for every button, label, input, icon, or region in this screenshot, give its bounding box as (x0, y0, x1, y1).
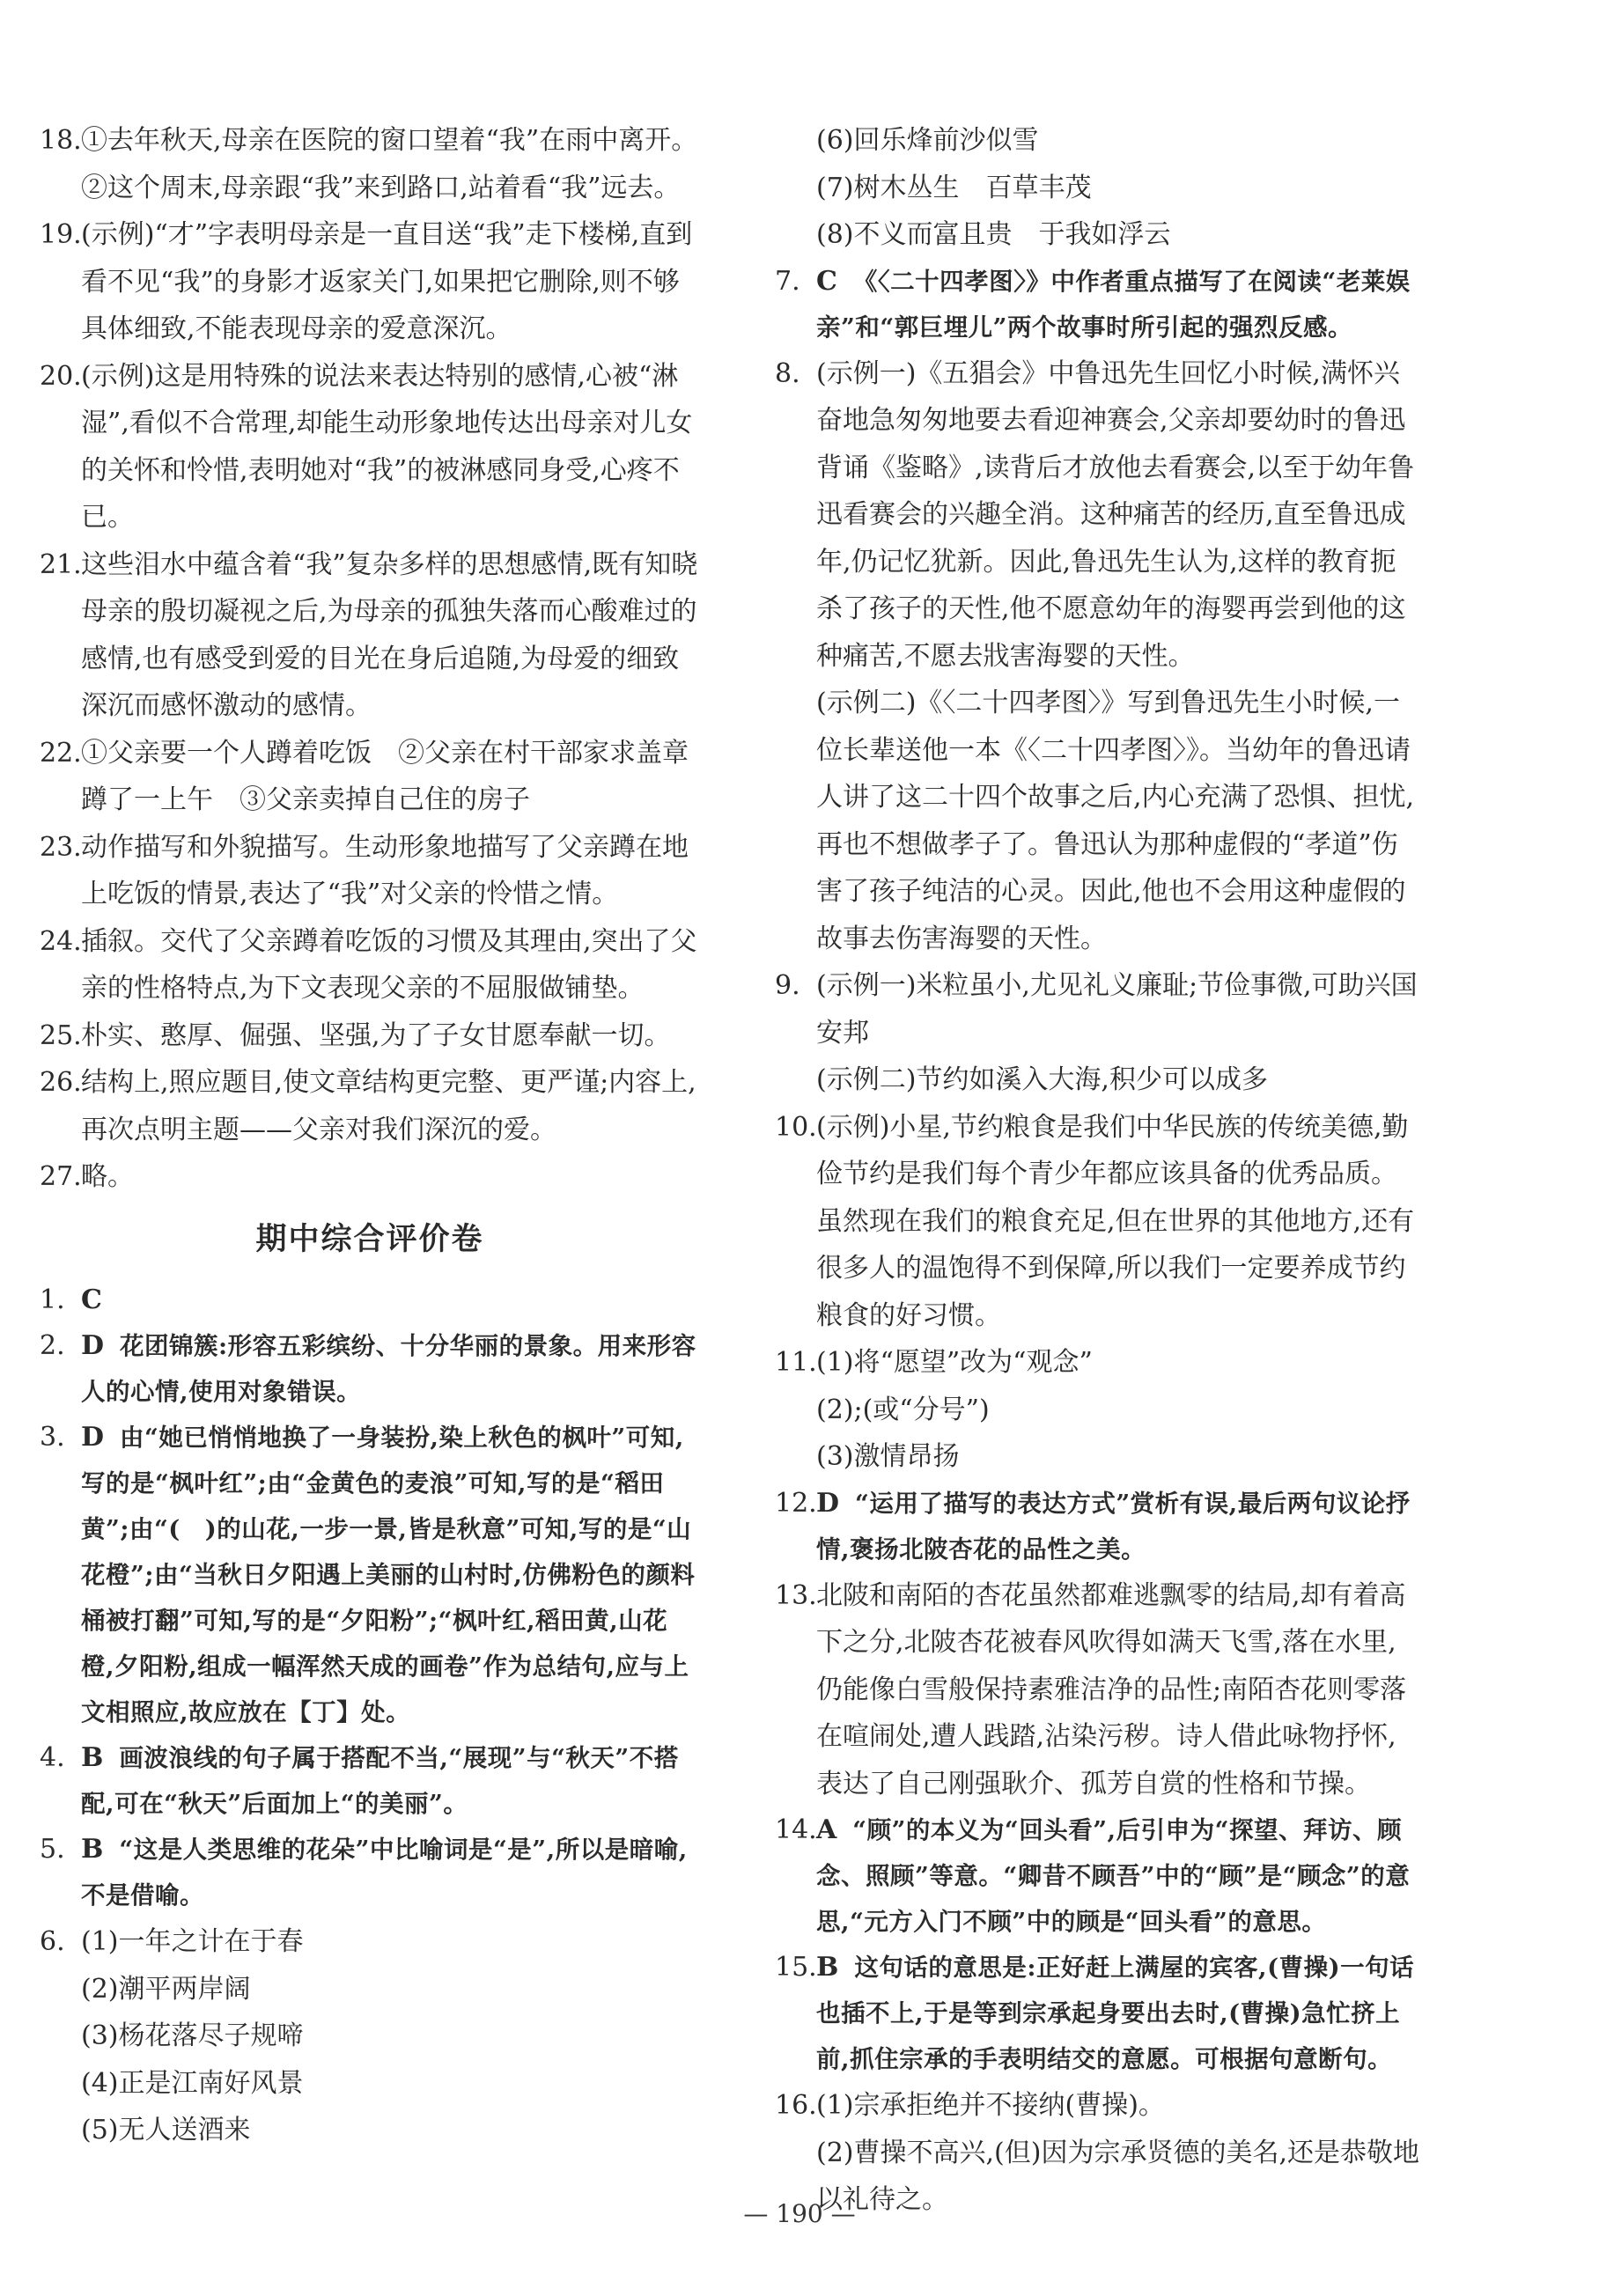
answer-item (40, 1415, 700, 1735)
answer-letter: D (81, 1330, 105, 1361)
item-text: “运用了描写的表达方式”赏析有误,最后两句议论抒情,褒扬北陂杏花的品性之美。 (816, 1489, 1411, 1564)
answer-letter: D (81, 1422, 105, 1453)
item-text: (示例)这是用特殊的说法来表达特别的感情,心被“淋湿”,看似不合常理,却能生动形象地传达出母亲对儿女的关怀和怜惜,表明她对“我”的被淋感同身受,心疼不已。 (81, 360, 693, 533)
item-number: 25. (40, 1019, 82, 1051)
section-title: 期中综合评价卷 (255, 1221, 484, 1257)
item-number: 9. (775, 970, 800, 1001)
item-line: ①父亲要一个人蹲着吃饭 ②父亲在村干部家求盖章 (81, 737, 689, 769)
item-text: 画波浪线的句子属于搭配不当,“展现”与“秋天”不搭配,可在“秋天”后面加上“的美丽”。 (81, 1744, 679, 1818)
left-answers-part2 (40, 1277, 700, 2154)
answer-item (775, 1807, 1422, 1945)
item-number: 15. (775, 1952, 817, 1983)
answer-item (775, 1572, 1422, 1808)
answer-letter: A (816, 1814, 837, 1845)
answer-item (40, 1827, 700, 1918)
answer-item (40, 1918, 700, 2154)
item-text: 这些泪水中蕴含着“我”复杂多样的思想感情,既有知晓母亲的殷切凝视之后,为母亲的孤独失落而心酸难过的感情,也有感受到爱的目光在身后追随,为母爱的细致深沉而感怀激动的感情。 (81, 548, 698, 721)
item-text: “这是人类思维的花朵”中比喻词是“是”,所以是暗喻,不是借喻。 (81, 1836, 688, 1910)
item-text: (示例一)《五猖会》中鲁迅先生回忆小时候,满怀兴奋地急匆匆地要去看迎神赛会,父亲却要幼时的鲁迅背诵《鉴略》,读背后才放他去看赛会,以至于幼年鲁迅看赛会的兴趣全消。这种痛苦的经历,直至鲁迅成年,仍记忆犹新。因此,鲁迅先生认为,这样的教育扼杀了孩子的天性,他不愿意幼年的海婴再尝到他的这种痛苦,不愿去戕害海婴的天性。 (816, 357, 1415, 672)
item-number: 2. (40, 1330, 65, 1361)
item-text: 朴实、憨厚、倔强、坚强,为了子女甘愿奉献一切。 (81, 1019, 671, 1051)
answer-letter: B (81, 1834, 104, 1865)
item-number: 5. (40, 1834, 65, 1865)
answer-item (40, 1277, 700, 1324)
item-line: ①去年秋天,母亲在医院的窗口望着“我”在雨中离开。 (81, 125, 698, 156)
answer-item (775, 1481, 1422, 1572)
item-number: 19. (40, 219, 82, 250)
answer-item (40, 1059, 700, 1153)
answer-item (40, 1153, 700, 1201)
item-number: 4. (40, 1742, 65, 1773)
item-text: 动作描写和外貌描写。生动形象地描写了父亲蹲在地上吃饭的情景,表达了“我”对父亲的怜惜之情。 (81, 831, 689, 909)
answer-letter: B (81, 1742, 104, 1773)
right-column (775, 117, 1422, 2224)
item-text: 《〈二十四孝图〉》中作者重点描写了在阅读“老莱娱亲”和“郭巨埋儿”两个故事时所引起的强烈反感。 (816, 267, 1411, 342)
sub-answer: (4)正是江南好风景 (81, 2067, 304, 2099)
item-text: 由“她已悄悄地换了一身装扮,染上秋色的枫叶”可知,写的是“枫叶红”;由“金黄色的麦浪”可知,写的是“稻田黄”;由“( )的山花,一步一景,皆是秋意”可知,写的是“山花橙”;由“当秋日夕阳遇上美丽的山村时,仿佛粉色的颜料桶被打翻”可知,写的是“夕阳粉”;“枫叶红,稻田黄,山花橙,夕阳粉,组成一幅浑然天成的画卷”作为总结句,应与上文相照应,故应放在【丁】处。 (81, 1424, 696, 1726)
continued-subs (775, 117, 1422, 259)
left-answers-part1 (40, 117, 700, 1201)
item-text: 插叙。交代了父亲蹲着吃饭的习惯及其理由,突出了父亲的性格特点,为下文表现父亲的不屈服做铺垫。 (81, 925, 697, 1004)
item-number: 23. (40, 831, 82, 863)
item-number: 20. (40, 360, 82, 392)
item-number: 21. (40, 548, 82, 580)
sub-answer: (6)回乐烽前沙似雪 (816, 125, 1039, 156)
item-number: 7. (775, 265, 800, 297)
sub-answer: (2)潮平两岸阔 (81, 1973, 251, 2005)
item-number: 26. (40, 1067, 82, 1098)
item-number: 3. (40, 1422, 65, 1453)
answer-item (775, 1104, 1422, 1340)
item-text: 花团锦簇:形容五彩缤纷、十分华丽的景象。用来形容人的心情,使用对象错误。 (81, 1332, 696, 1406)
item-number: 18. (40, 125, 82, 156)
answer-item (775, 350, 1422, 963)
answer-item (775, 1945, 1422, 2082)
answer-letter: C (816, 265, 837, 297)
item-number: 10. (775, 1111, 817, 1143)
answer-letter: B (816, 1952, 839, 1983)
answer-item (40, 824, 700, 918)
item-line: 蹲了一上午 ③父亲卖掉自己住的房子 (81, 784, 530, 815)
sub-answer: (2)曹操不高兴,(但)因为宗承贤德的美名,还是恭敬地以礼待之。 (816, 2137, 1419, 2215)
item-text: 结构上,照应题目,使文章结构更完整、更严谨;内容上,再次点明主题——父亲对我们深沉的爱。 (81, 1067, 696, 1145)
item-extra: (示例二)《〈二十四孝图〉》写到鲁迅先生小时候,一位长辈送他一本《〈二十四孝图〉》。当幼年的鲁迅请人讲了这二十四个故事之后,内心充满了恐惧、担忧,再也不想做孝子了。鲁迅认为那种虚假的“孝道”伤害了孩子纯洁的心灵。因此,他也不会用这种虚假的故事去伤害海婴的天性。 (816, 688, 1415, 954)
item-number: 8. (775, 357, 800, 389)
item-text: (示例一)米粒虽小,尤见礼义廉耻;节俭事微,可助兴国安邦 (816, 970, 1418, 1049)
sub-answer: (3)激情昂扬 (816, 1441, 960, 1472)
sub-answer: (3)杨花落尽子规啼 (81, 2020, 304, 2051)
item-number: 1. (40, 1284, 65, 1315)
answer-item (40, 117, 700, 211)
answer-item (40, 1012, 700, 1060)
item-number: 27. (40, 1161, 82, 1192)
answer-item (775, 259, 1422, 350)
answer-item (40, 918, 700, 1012)
sub-answer: (7)树木丛生 百草丰茂 (816, 172, 1092, 203)
page-number: — 190 — (743, 2199, 856, 2228)
answer-item (40, 730, 700, 824)
answer-item (40, 1323, 700, 1415)
answer-letter: D (816, 1487, 840, 1519)
item-number: 13. (775, 1579, 817, 1611)
answer-item (775, 1339, 1422, 1481)
item-text: 北陂和南陌的杏花虽然都难逃飘零的结局,却有着高下之分,北陂杏花被春风吹得如满天飞雪,落在水里,仍能像白雪般保持素雅洁净的品性;南陌杏花则零落在喧闹处,遭人践踏,沾染污秽。诗人借此咏物抒怀,表达了自己刚强耿介、孤芳自赏的性格和节操。 (816, 1579, 1407, 1799)
answer-letter: C (81, 1284, 102, 1315)
item-number: 16. (775, 2090, 817, 2121)
answer-item (40, 541, 700, 730)
item-number: 24. (40, 925, 82, 957)
answer-item (40, 353, 700, 541)
item-text: (示例)小星,节约粮食是我们中华民族的传统美德,勤俭节约是我们每个青少年都应该具备的优秀品质。虽然现在我们的粮食充足,但在世界的其他地方,还有很多人的温饱得不到保障,所以我们一定要养成节约粮食的好习惯。 (816, 1111, 1415, 1331)
item-number: 6. (40, 1926, 65, 1957)
item-number: 11. (775, 1347, 817, 1378)
answer-item (40, 1735, 700, 1827)
sub-answer: (1)宗承拒绝并不接纳(曹操)。 (816, 2090, 1165, 2121)
right-answers (775, 259, 1422, 2224)
item-number: 22. (40, 737, 82, 769)
item-text: “顾”的本义为“回头看”,后引申为“探望、拜访、顾念、照顾”等意。“卿昔不顾吾”中的“顾”是“顾念”的意思,“元方入门不顾”中的顾是“回头看”的意思。 (816, 1816, 1411, 1936)
item-extra: (示例二)节约如溪入大海,积少可以成多 (816, 1064, 1268, 1095)
item-number: 12. (775, 1487, 817, 1519)
sub-answer: (1)将“愿望”改为“观念” (816, 1347, 1093, 1378)
sub-answer: (2);(或“分号”) (816, 1394, 990, 1425)
right-continued-subs (775, 117, 1422, 259)
answer-item (775, 962, 1422, 1104)
item-text: (示例)“才”字表明母亲是一直目送“我”走下楼梯,直到看不见“我”的身影才返家关门,如果把它删除,则不够具体细致,不能表现母亲的爱意深沉。 (81, 219, 693, 344)
item-line: ②这个周末,母亲跟“我”来到路口,站着看“我”远去。 (81, 172, 681, 203)
sub-answer: (1)一年之计在于春 (81, 1926, 304, 1957)
item-text: 略。 (81, 1161, 134, 1192)
sub-answer: (5)无人送酒来 (81, 2115, 251, 2145)
sub-answer: (8)不义而富且贵 于我如浮云 (816, 219, 1171, 250)
item-number: 14. (775, 1814, 817, 1845)
item-text: 这句话的意思是:正好赶上满屋的宾客,(曹操)一句话也插不上,于是等到宗承起身要出去时,(曹操)急忙挤上前,抓住宗承的手表明结交的意愿。可根据句意断句。 (816, 1954, 1415, 2073)
left-column (40, 117, 700, 2154)
answer-item (40, 211, 700, 353)
